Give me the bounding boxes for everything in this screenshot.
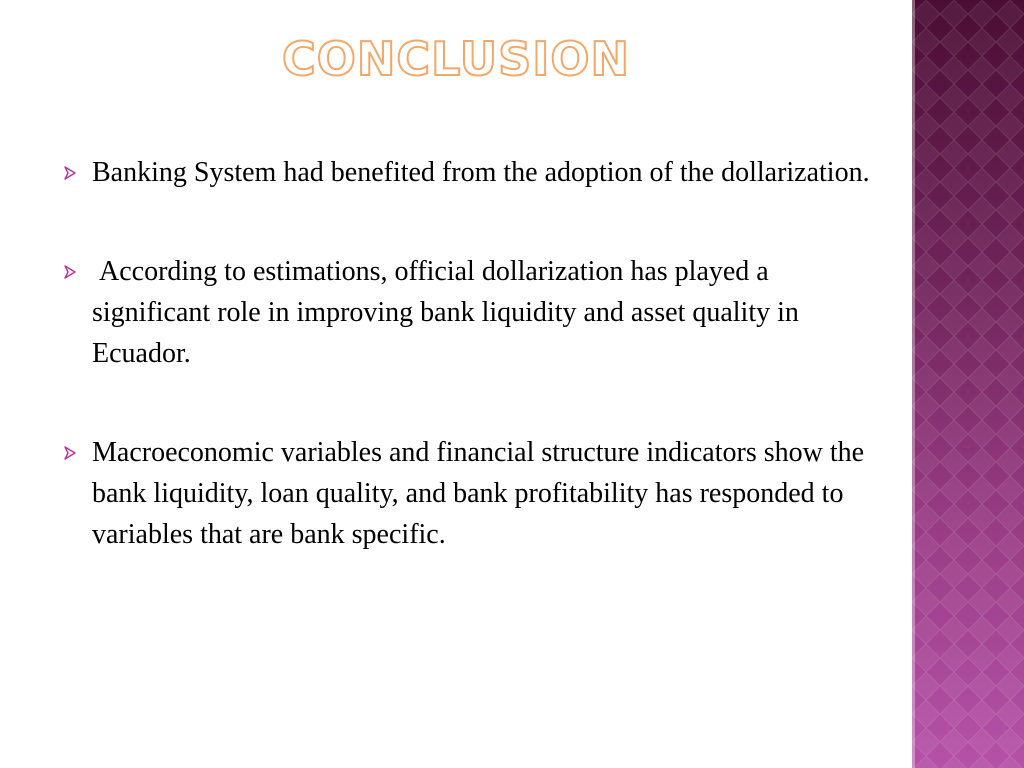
sidebar-edge — [912, 0, 915, 768]
decorative-sidebar — [912, 0, 1024, 768]
bullet-item — [62, 251, 882, 374]
arrow-right-icon — [62, 264, 78, 280]
diamond-pattern — [912, 0, 1024, 768]
bullet-list — [62, 152, 882, 555]
bullet-item — [62, 432, 882, 555]
bullet-item — [62, 152, 882, 193]
bullet-text: According to estimations, official dollarization has played a significant role in improving bank liquidity and asset quality in Ecuador. — [92, 256, 806, 369]
arrow-right-icon — [62, 165, 78, 181]
slide-title: CONCLUSION — [282, 32, 630, 86]
bullet-text: Banking System had benefited from the adoption of the dollarization. — [92, 157, 870, 188]
bullet-text: Macroeconomic variables and financial structure indicators show the bank liquidity, loan quality, and bank profitability has responded to variables that are bank specific. — [92, 437, 865, 550]
arrow-right-icon — [62, 445, 78, 461]
